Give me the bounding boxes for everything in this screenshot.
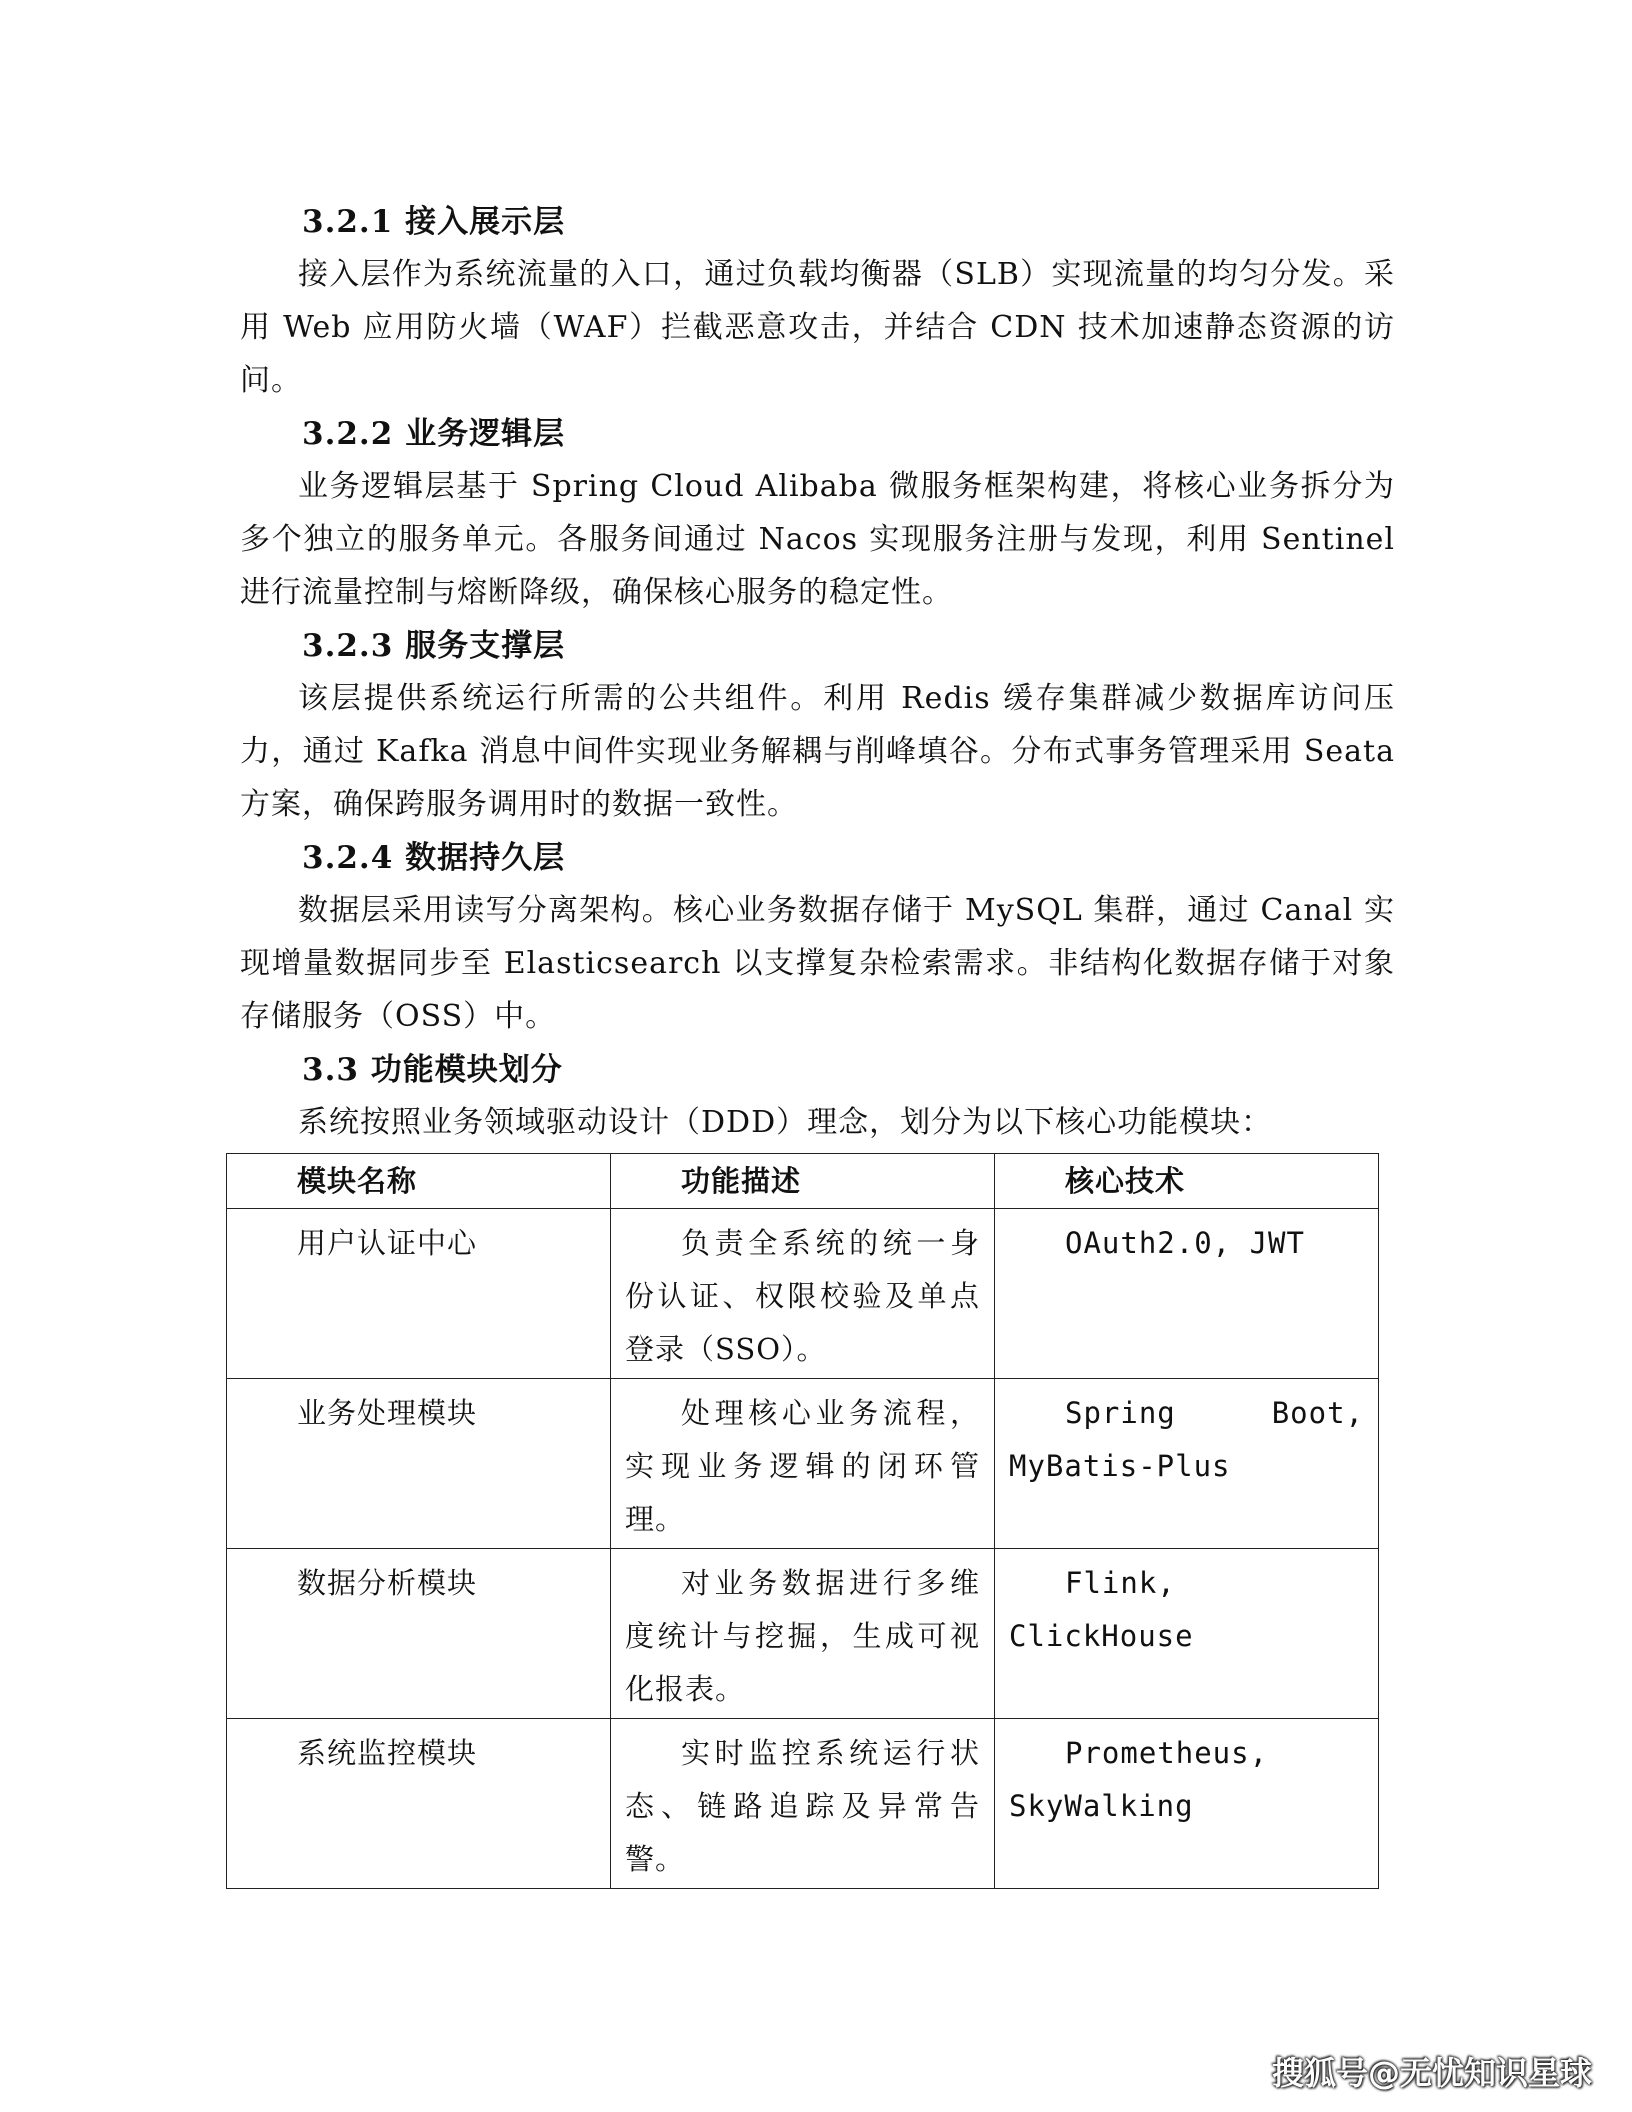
section-heading-3-2-1: 3.2.1 接入展示层 [302,204,566,240]
table-header-row [227,1154,1379,1209]
module-tech-cell: Flink, ClickHouse [995,1549,1379,1719]
module-tech-cell: Prometheus, SkyWalking [995,1719,1379,1889]
module-tech-cell: OAuth2.0, JWT [995,1209,1379,1379]
module-name-cell: 系统监控模块 [227,1719,611,1889]
section-heading-3-3: 3.3 功能模块划分 [302,1052,563,1088]
section-heading-3-2-4: 3.2.4 数据持久层 [302,840,566,876]
header-function-description: 功能描述 [611,1154,995,1209]
section-paragraph-3-2-4: 数据层采用读写分离架构。核心业务数据存储于 MySQL 集群，通过 Canal 实现增量数据同步至 Elasticsearch 以支撑复杂检索需求。非结构化数据存储于对象存储服务（OSS）中。 [240,893,1395,1034]
table-row [227,1209,1379,1379]
section-heading-3-2-3: 3.2.3 服务支撑层 [302,628,566,664]
module-description-cell: 实时监控系统运行状态、链路追踪及异常告警。 [611,1719,995,1889]
section-paragraph-3-2-3: 该层提供系统运行所需的公共组件。利用 Redis 缓存集群减少数据库访问压力，通过 Kafka 消息中间件实现业务解耦与削峰填谷。分布式事务管理采用 Seata 方案，确保跨服务调用时的数据一致性。 [240,681,1395,822]
module-name-cell: 数据分析模块 [227,1549,611,1719]
section-paragraph-3-3: 系统按照业务领域驱动设计（DDD）理念，划分为以下核心功能模块： [298,1105,1273,1140]
section-heading-3-2-2: 3.2.2 业务逻辑层 [302,416,566,452]
header-module-name: 模块名称 [227,1154,611,1209]
table-row [227,1379,1379,1549]
module-description-cell: 对业务数据进行多维度统计与挖掘，生成可视化报表。 [611,1549,995,1719]
table-row [227,1719,1379,1889]
module-description-cell: 负责全系统的统一身份认证、权限校验及单点登录（SSO）。 [611,1209,995,1379]
header-core-technology: 核心技术 [995,1154,1379,1209]
section-paragraph-3-2-1: 接入层作为系统流量的入口，通过负载均衡器（SLB）实现流量的均匀分发。采用 Web 应用防火墙（WAF）拦截恶意攻击，并结合 CDN 技术加速静态资源的访问。 [240,257,1395,398]
module-name-cell: 业务处理模块 [227,1379,611,1549]
sohu-watermark: 搜狐号@无忧知识星球 [1271,2054,1592,2092]
table-row [227,1549,1379,1719]
function-module-table [226,1153,1379,1889]
module-tech-cell: Spring Boot, MyBatis-Plus [995,1379,1379,1549]
module-description-cell: 处理核心业务流程，实现业务逻辑的闭环管理。 [611,1379,995,1549]
module-name-cell: 用户认证中心 [227,1209,611,1379]
section-paragraph-3-2-2: 业务逻辑层基于 Spring Cloud Alibaba 微服务框架构建，将核心业务拆分为多个独立的服务单元。各服务间通过 Nacos 实现服务注册与发现，利用 Sentinel 进行流量控制与熔断降级，确保核心服务的稳定性。 [240,469,1395,610]
